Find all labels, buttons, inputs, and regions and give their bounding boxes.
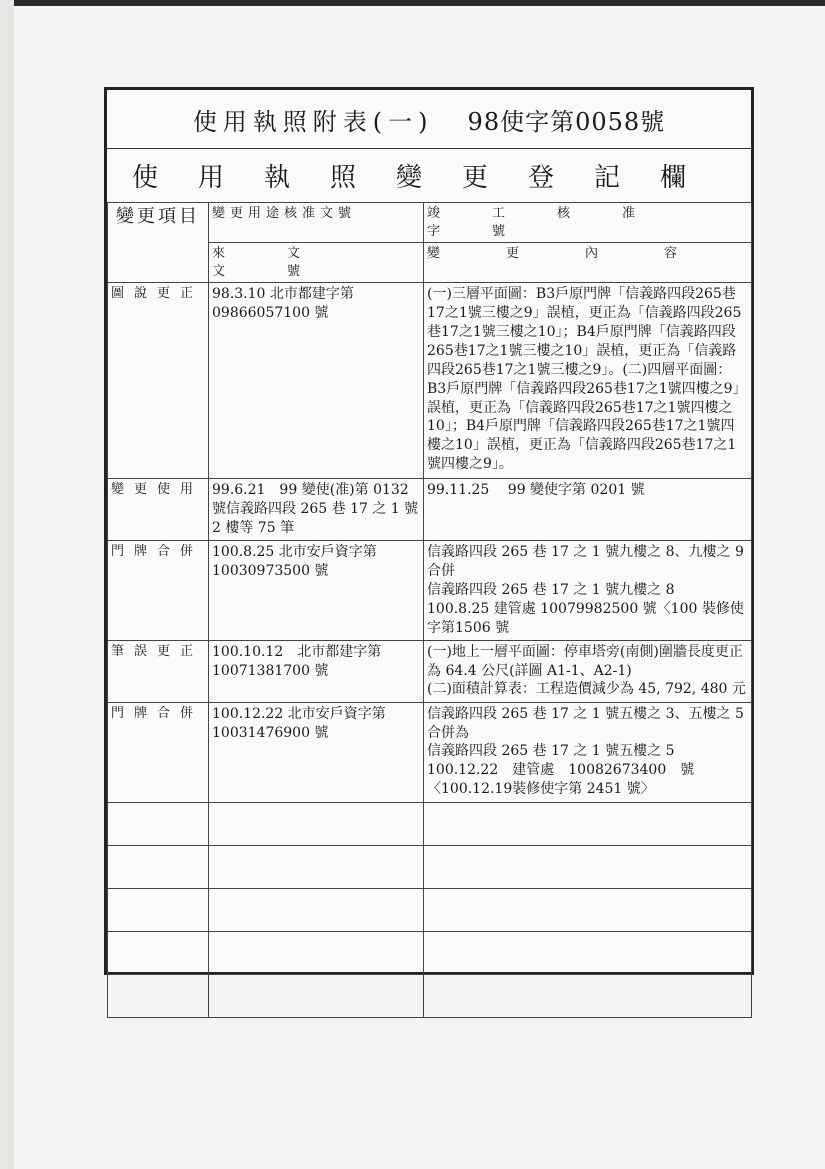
table-row [108, 541, 752, 640]
empty-cell [108, 931, 209, 974]
row-doc: 100.10.12 北市都建字第10071381700 號 [209, 640, 424, 702]
scan-left-edge [0, 0, 14, 1169]
empty-row [108, 974, 752, 1017]
empty-cell [424, 974, 752, 1017]
empty-cell [108, 888, 209, 931]
empty-cell [209, 845, 424, 888]
header-row-1 [108, 203, 752, 243]
row-doc: 98.3.10 北市都建字第09866057100 號 [209, 283, 424, 479]
change-register-table [107, 202, 752, 1018]
row-content: (一)三層平面圖：B3戶原門牌「信義路四段265巷17之1號三樓之9」誤植，更正為「信義路四段265巷17之1號三樓之10」；B4戶原門牌「信義路四段265巷17之1號三樓之10」誤植，更正為「信義路四段265巷17之1號三樓之9」。(二)四層平面圖：B3戶原門牌「信義路四段265巷17之1號四樓之9」誤植，更正為「信義路四段265巷17之1號四樓之10」；B4戶原門牌「信義路四段265巷17之1號四樓之10」誤植，更正為「信義路四段265巷17之1號四樓之9」。 [424, 283, 752, 479]
table-row [108, 479, 752, 541]
header-change-content: 變更內容 [424, 243, 752, 283]
row-content: 信義路四段 265 巷 17 之 1 號九樓之 8、九樓之 9 合併 信義路四段 265 巷 17 之 1 號九樓之 8 100.8.25 建管處 10079982500 號〈100 裝修使字第1506 號 [424, 541, 752, 640]
row-doc: 100.12.22 北市安戶資字第10031476900 號 [209, 702, 424, 802]
empty-cell [424, 845, 752, 888]
title-prefix: 使用執照附表(一) [192, 107, 434, 136]
header-incoming-doc: 來文文號 [209, 243, 424, 283]
empty-cell [209, 802, 424, 845]
document-title [107, 90, 751, 149]
row-content: 信義路四段 265 巷 17 之 1 號五樓之 3、五樓之 5 合併為 信義路四段 265 巷 17 之 1 號五樓之 5 100.12.22 建管處 10082673400 號〈100.12.19裝修使字第 2451 號〉 [424, 702, 752, 802]
license-attachment-sheet [104, 87, 754, 975]
header-change-item: 變更項目 [108, 203, 209, 283]
row-change-item: 變更使用 [108, 479, 209, 541]
empty-row [108, 931, 752, 974]
row-change-item: 筆誤更正 [108, 640, 209, 702]
empty-cell [424, 888, 752, 931]
header-approval-doc: 變更用途核准文號 [209, 203, 424, 243]
empty-cell [108, 974, 209, 1017]
section-title: 使用執照變更登記欄 [107, 148, 751, 203]
license-number: 98使字第0058號 [467, 107, 666, 136]
table-row [108, 283, 752, 479]
table-row [108, 640, 752, 702]
empty-row [108, 845, 752, 888]
empty-cell [424, 802, 752, 845]
empty-cell [209, 888, 424, 931]
empty-cell [424, 931, 752, 974]
row-content: (一)地上一層平面圖：停車塔旁(南側)圍牆長度更正為 64.4 公尺(詳圖 A1-1、A2-1) (二)面積計算表：工程造價減少為 45, 792, 480 元 [424, 640, 752, 702]
row-change-item: 圖說更正 [108, 283, 209, 479]
row-doc: 100.8.25 北市安戶資字第10030973500 號 [209, 541, 424, 640]
empty-cell [209, 931, 424, 974]
row-content: 99.11.25 99 變使字第 0201 號 [424, 479, 752, 541]
row-change-item: 門牌合併 [108, 541, 209, 640]
empty-cell [209, 974, 424, 1017]
empty-row [108, 802, 752, 845]
empty-cell [108, 802, 209, 845]
header-completion-approval: 竣工核准字號 [424, 203, 752, 243]
row-change-item: 門牌合併 [108, 702, 209, 802]
empty-row [108, 888, 752, 931]
row-doc: 99.6.21 99 變使(准)第 0132 號信義路四段 265 巷 17 之 1 號 2 樓等 75 筆 [209, 479, 424, 541]
scan-top-edge [0, 0, 825, 6]
table-row [108, 702, 752, 802]
empty-cell [108, 845, 209, 888]
